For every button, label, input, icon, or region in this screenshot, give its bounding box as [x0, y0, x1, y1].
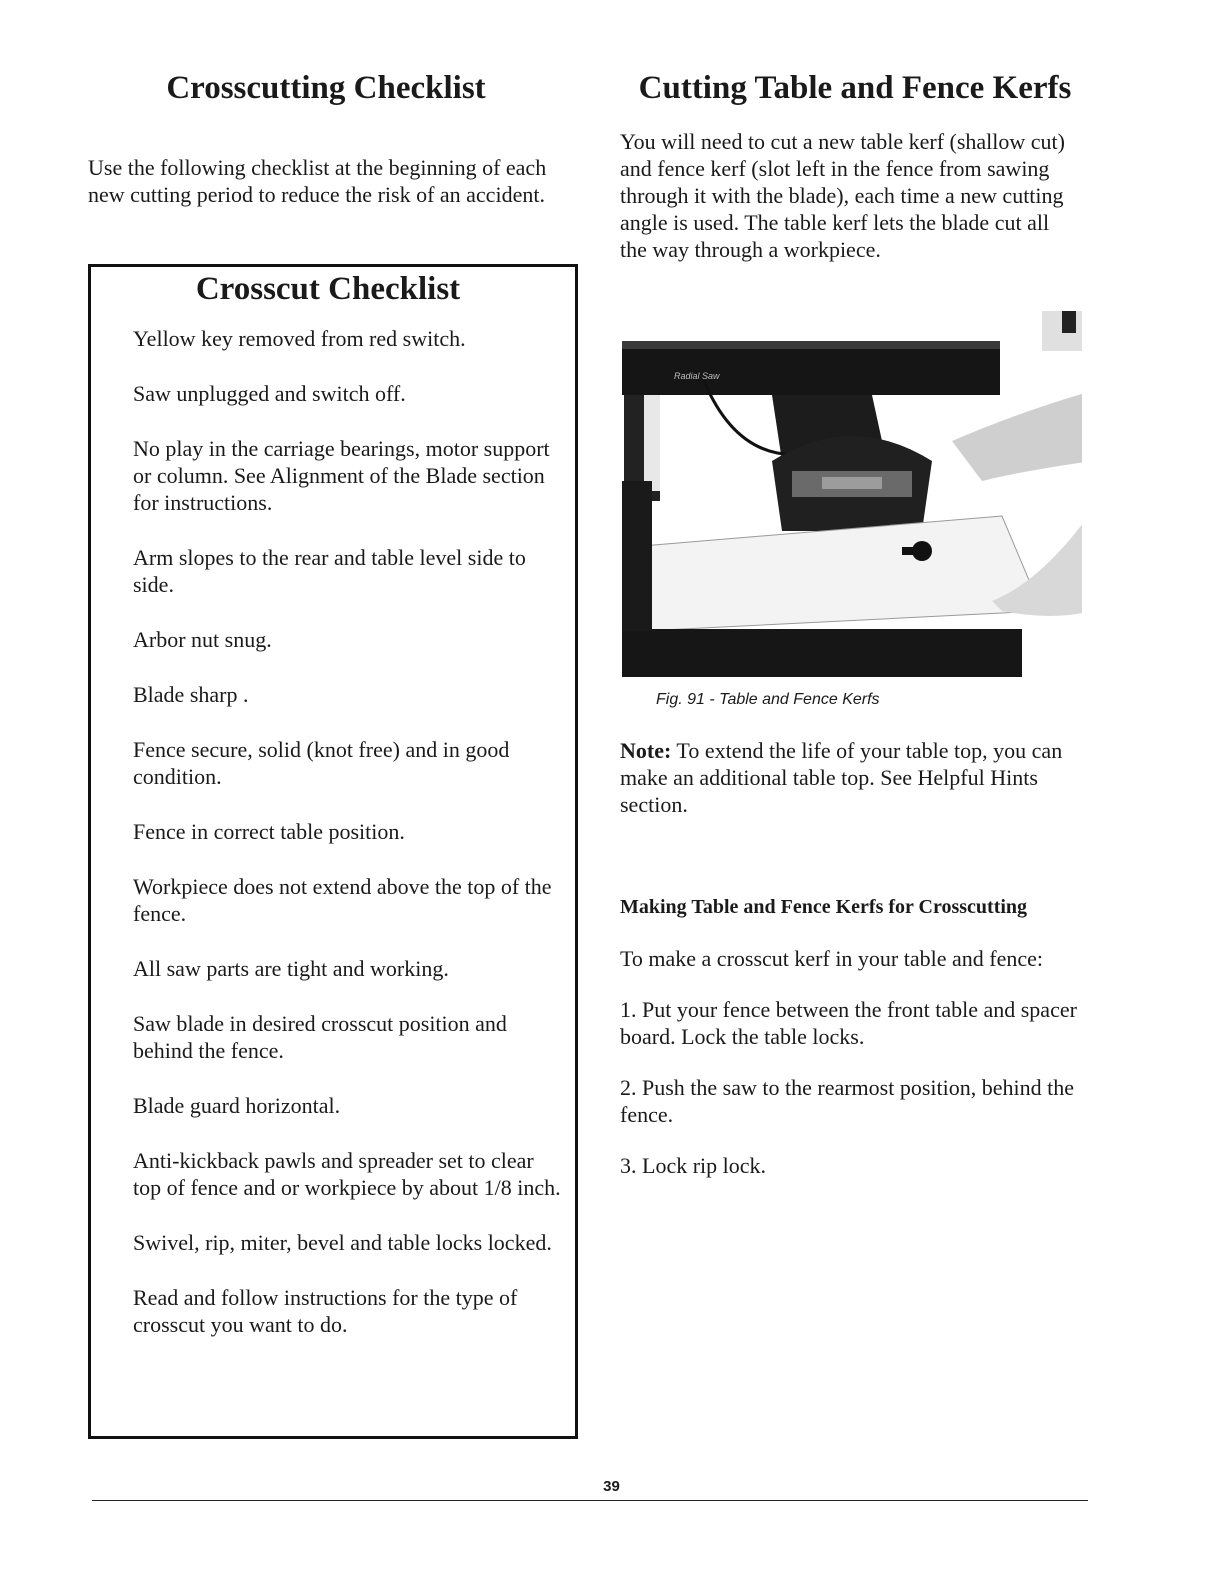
- checklist-item: Arbor nut snug.: [133, 627, 272, 652]
- checklist-item: Anti-kickback pawls and spreader set to clear top of fence and or workpiece by about 1/8 inch.: [133, 1148, 561, 1200]
- checklist-item: Blade guard horizontal.: [133, 1093, 341, 1118]
- left-column: [88, 68, 584, 1337]
- step-1: 1. Put your fence between the front table and spacer board. Lock the table locks.: [620, 997, 1077, 1049]
- checklist-intro: Use the following checklist at the beginning of each new cutting period to reduce the risk of an accident.: [88, 155, 547, 207]
- note-text: To extend the life of your table top, you can make an additional table top. See Helpful Hints section.: [620, 738, 1063, 817]
- saw-brand-label: Radial Saw: [674, 371, 720, 381]
- crosscut-checklist-title: Crosscut Checklist: [195, 271, 461, 307]
- checklist-item: Arm slopes to the rear and table level side to side.: [133, 545, 526, 597]
- right-column: [620, 68, 1090, 1179]
- checklist-item: No play in the carriage bearings, motor support or column. See Alignment of the Blade section for instructions.: [133, 436, 550, 515]
- checklist-item: Blade sharp .: [133, 682, 249, 707]
- radial-saw-illustration: [622, 311, 1082, 677]
- making-kerfs-subheading: Making Table and Fence Kerfs for Crosscutting: [620, 896, 1028, 918]
- page-number: 39: [603, 1478, 620, 1495]
- checklist-item: Fence in correct table position.: [133, 819, 405, 844]
- note-label: Note:: [620, 738, 672, 763]
- kerfs-intro: You will need to cut a new table kerf (shallow cut) and fence kerf (slot left in the fence from sawing through it with the blade), each time a new cutting angle is used. The table kerf lets the blade cut all the way through a workpiece.: [620, 129, 1065, 262]
- kerf-lead: To make a crosscut kerf in your table and fence:: [620, 946, 1044, 971]
- table-fence-kerfs-title: Cutting Table and Fence Kerfs: [638, 70, 1072, 106]
- step-3: 3. Lock rip lock.: [620, 1153, 767, 1178]
- checklist-items: [91, 325, 575, 1338]
- checklist-item: Fence secure, solid (knot free) and in good condition.: [133, 737, 510, 789]
- crosscut-checklist-box: [88, 264, 578, 1439]
- checklist-item: Yellow key removed from red switch.: [133, 326, 466, 351]
- footer-rule: [92, 1500, 1088, 1501]
- step-2: 2. Push the saw to the rearmost position, behind the fence.: [620, 1075, 1074, 1127]
- checklist-item: Read and follow instructions for the type of crosscut you want to do.: [133, 1285, 518, 1337]
- checklist-item: Saw unplugged and switch off.: [133, 381, 406, 406]
- checklist-item: Workpiece does not extend above the top of the fence.: [133, 874, 552, 926]
- note-paragraph: [620, 737, 1090, 818]
- figure-caption: Fig. 91 - Table and Fence Kerfs: [656, 691, 880, 708]
- checklist-item: All saw parts are tight and working.: [133, 956, 449, 981]
- checklist-item: Saw blade in desired crosscut position and behind the fence.: [133, 1011, 507, 1063]
- radial-saw-photo: [622, 311, 1082, 677]
- crosscutting-checklist-title: Crosscutting Checklist: [166, 70, 486, 106]
- checklist-item: Swivel, rip, miter, bevel and table locks locked.: [133, 1230, 552, 1255]
